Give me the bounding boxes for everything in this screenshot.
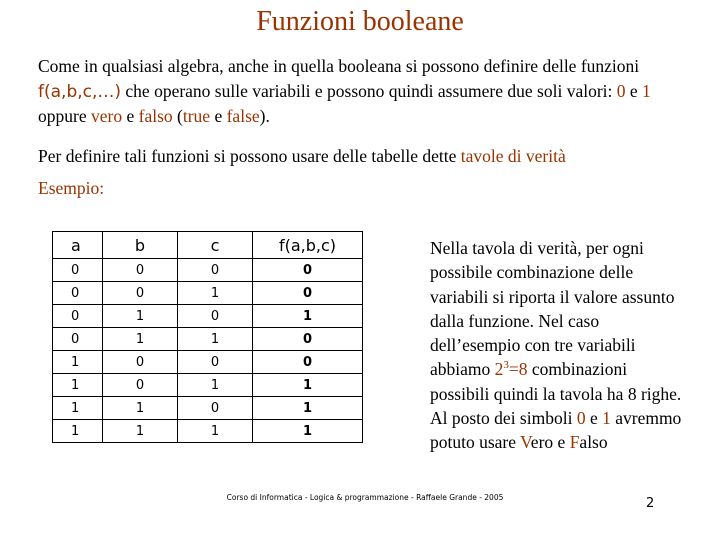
cell-b: 1 [103,420,178,443]
table-row [53,420,363,443]
cell-b: 0 [103,259,178,282]
intro-paragraph [38,54,688,129]
cell-c: 0 [178,397,253,420]
table-row [53,282,363,305]
value-vero: vero [90,106,123,126]
function-expression: f(a,b,c,…) [38,81,122,102]
table-row [53,328,363,351]
cell-function: 0 [253,282,363,305]
symbol-f: F [569,432,580,453]
intro-text: e [210,106,227,126]
cell-function: 1 [253,305,363,328]
symbol-one: 1 [602,408,611,429]
intro-text: Come in qualsiasi algebra, anche in quella booleana si possono definire delle funzioni [38,56,640,76]
cell-function: 0 [253,351,363,374]
cell-c: 1 [178,328,253,351]
power-base: 2 [494,359,504,380]
header-b: b [103,232,178,259]
slide-footer: Corso di Informatica - Logica & programmazione - Raffaele Grande - 2005 [226,493,504,502]
header-a: a [53,232,103,259]
cell-c: 1 [178,374,253,397]
cell-a: 1 [53,374,103,397]
value-zero: 0 [616,80,626,101]
intro-text: ). [259,106,270,126]
cell-b: 1 [103,397,178,420]
cell-b: 1 [103,328,178,351]
cell-a: 1 [53,351,103,374]
value-false: false [226,106,260,126]
explanation-text: combinazioni possibili quindi la tavola ha 8 righe. Al posto dei simboli [430,359,682,429]
cell-b: 1 [103,305,178,328]
cell-function: 1 [253,420,363,443]
definition-text: Per definire tali funzioni si possono usare delle tabelle dette [38,146,461,166]
cell-a: 1 [53,420,103,443]
cell-c: 0 [178,259,253,282]
table-row [53,351,363,374]
cell-b: 0 [103,374,178,397]
intro-text: ( [172,106,183,126]
cell-function: 1 [253,397,363,420]
intro-text: e [122,106,139,126]
power-exponent: 3 [503,359,509,372]
symbol-zero: 0 [576,408,586,429]
table-row [53,397,363,420]
value-one: 1 [642,80,651,101]
explanation-text: also [579,432,608,453]
table-row [53,259,363,282]
explanation-text: avremmo potuto usare [430,408,682,453]
slide-title: Funzioni booleane [256,6,464,37]
cell-a: 0 [53,259,103,282]
intro-text: oppure [38,106,91,126]
value-true: true [182,106,211,126]
cell-b: 0 [103,282,178,305]
table-row [53,374,363,397]
cell-c: 0 [178,351,253,374]
explanation-paragraph [430,236,690,455]
definition-highlight: tavole di verità [460,146,566,166]
power-result: =8 [508,359,528,380]
truth-table-header-row [53,232,363,259]
explanation-text: Nella tavola di verità, per ogni possibile combinazione delle variabili si riporta il valore assunto dalla funzione. Nel caso dell’esempio con tre variabili abbiamo [430,238,675,380]
cell-function: 0 [253,259,363,282]
cell-a: 1 [53,397,103,420]
intro-text: e [625,80,643,101]
example-label: Esempio: [38,178,105,198]
definition-paragraph [38,144,698,168]
cell-b: 0 [103,351,178,374]
explanation-text: e [553,432,570,453]
cell-a: 0 [53,328,103,351]
cell-a: 0 [53,282,103,305]
explanation-text: e [585,408,603,429]
cell-function: 0 [253,328,363,351]
value-falso: falso [138,106,173,126]
symbol-v: V [520,432,531,453]
explanation-text: ero [530,432,554,453]
table-row [53,305,363,328]
header-function: f(a,b,c) [253,232,363,259]
page-number: 2 [646,496,655,511]
intro-text: che operano sulle variabili e possono quindi assumere due soli valori: [121,80,617,101]
cell-c: 1 [178,420,253,443]
header-c: c [178,232,253,259]
truth-table [52,231,363,443]
cell-function: 1 [253,374,363,397]
cell-a: 0 [53,305,103,328]
cell-c: 1 [178,282,253,305]
cell-c: 0 [178,305,253,328]
